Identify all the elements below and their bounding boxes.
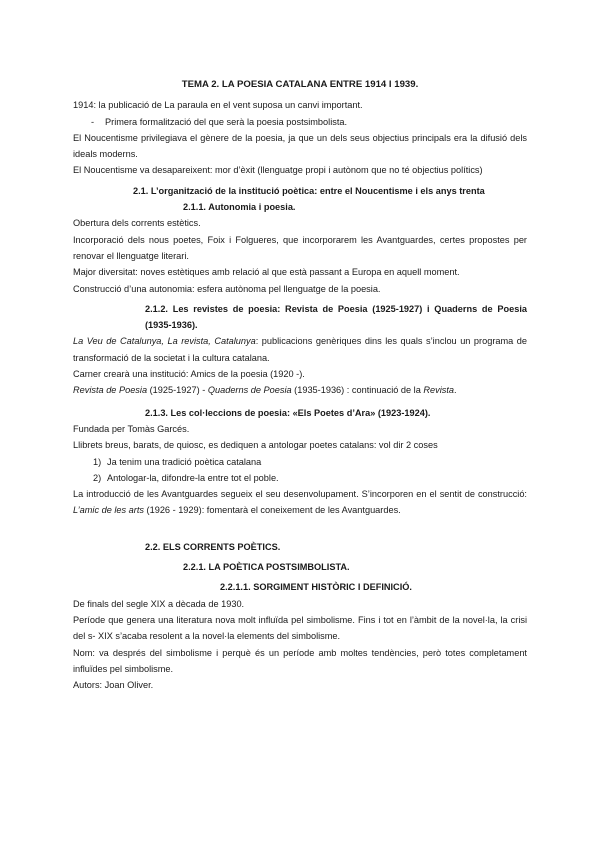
dash-marker: - <box>91 116 95 127</box>
intro-line-1914: 1914: la publicació de La paraula en el vent suposa un canvi important. <box>73 100 363 111</box>
paragraph-periode: Període que genera una literatura nova molt influïda pel simbolisme. Fins i tot en l’àmbit de la novel·la, la crisi del s- XIX s’acaba resolent a la novel·la elements del simbolisme. <box>73 614 527 642</box>
paragraph-llibrets: Llibrets breus, barats, de quiosc, es dediquen a antologar poetes catalans: vol dir 2 coses <box>73 440 438 451</box>
paragraph-avantguardes: La introducció de les Avantguardes segueix el seu desenvolupament. S’incorporen en el sentit de construcció: L’amic de les arts (1926 - 1929): fomentarà el coneixement de les Avantguardes. <box>73 489 527 516</box>
section-2-2-heading: 2.2. ELS CORRENTS POÈTICS. <box>145 541 281 552</box>
publication-titles: La Veu de Catalunya, La revista, Catalunya <box>73 336 256 347</box>
paragraph-diversitat: Major diversitat: noves estètiques amb relació al que està passant a Europa en aquell moment. <box>73 267 460 278</box>
section-2-1-1-heading: 2.1.1. Autonomia i poesia. <box>183 202 296 213</box>
paragraph-fundada: Fundada per Tomàs Garcés. <box>73 423 190 434</box>
paragraph-finals: De finals del segle XIX a dècada de 1930. <box>73 598 245 609</box>
dash-item-text: Primera formalització del que serà la poesia postsimbolista. <box>105 116 348 127</box>
paragraph-revista-quaderns: Revista de Poesia (1925-1927) - Quaderns de Poesia (1935-1936) : continuació de la Revista. <box>73 385 457 396</box>
list-item: 1) Ja tenim una tradició poètica catalana <box>73 454 527 470</box>
paragraph-autors: Autors: Joan Oliver. <box>73 680 154 691</box>
section-2-1-heading: 2.1. L’organització de la institució poètica: entre el Noucentisme i els anys trenta <box>133 185 485 196</box>
list-marker: 1) <box>93 456 102 467</box>
section-2-2-1-heading: 2.2.1. LA POÈTICA POSTSIMBOLISTA. <box>183 562 350 573</box>
intro-paragraph-desapareixent: El Noucentisme va desapareixent: mor d’èxit (llenguatge propi i autònom que no té objectius polítics) <box>73 165 483 176</box>
list-marker: 2) <box>93 472 102 483</box>
publication-title: L’amic de les arts <box>73 505 144 516</box>
document-title: TEMA 2. LA POESIA CATALANA ENTRE 1914 I 1939. <box>181 79 419 90</box>
paragraph-incorporacio: Incorporació dels nous poetes, Foix i Folgueres, que incorporarem les Avantguardes, certes propostes per renovar el llenguatge literari. <box>73 234 527 261</box>
intro-paragraph-noucentisme: El Noucentisme privilegiava el gènere de la poesia, ja que un dels seus objectius principals era la difusió dels ideals moderns. <box>73 132 527 160</box>
section-2-1-2-heading: 2.1.2. Les revistes de poesia: Revista de Poesia (1925-1927) i Quaderns de Poesia (1935-1936). <box>145 303 527 331</box>
paragraph-obertura: Obertura dels corrents estètics. <box>73 218 201 229</box>
intro-dash-item <box>73 114 527 130</box>
section-2-2-1-1-heading: 2.2.1.1. SORGIMENT HISTÒRIC I DEFINICIÓ. <box>220 582 412 593</box>
list-item: 2) Antologar-la, difondre-la entre tot el poble. <box>73 470 527 486</box>
paragraph-carner: Carner crearà una institució: Amics de la poesia (1920 -). <box>73 369 305 380</box>
paragraph-autonomia: Construcció d’una autonomia: esfera autònoma pel llenguatge de la poesia. <box>73 283 381 294</box>
paragraph-revistes: La Veu de Catalunya, La revista, Catalunya: publicacions genèriques dins les quals s’inclou un programa de transformació de la societat i la cultura catalana. <box>73 336 528 363</box>
section-2-1-3-heading: 2.1.3. Les col·leccions de poesia: «Els Poetes d’Ara» (1923-1924). <box>145 407 431 418</box>
paragraph-nom: Nom: va després del simbolisme i perquè és un període amb moltes tendències, però totes completament influïdes pel simbolisme. <box>73 647 527 674</box>
